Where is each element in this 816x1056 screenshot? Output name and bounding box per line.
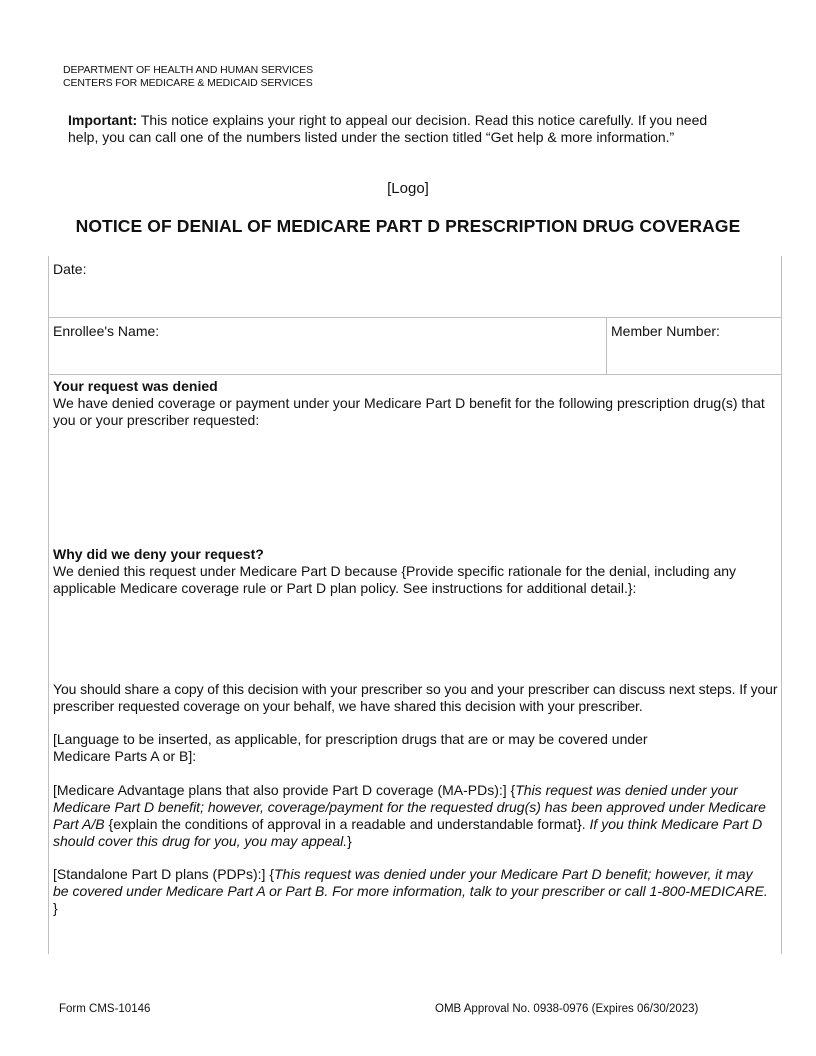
mapd-paragraph xyxy=(53,782,775,850)
enrollee-name-label: Enrollee's Name: xyxy=(53,323,160,339)
mapd-italic-1: This request was denied under your Medicare Part D benefit; however, coverage/payment for the requested drug(s) has been approved under Medicare Part A/B xyxy=(53,782,766,832)
denied-heading: Your request was denied xyxy=(53,378,218,394)
department-name: DEPARTMENT OF HEALTH AND HUMAN SERVICES xyxy=(63,64,314,76)
pdp-paragraph xyxy=(53,866,771,917)
form-number: Form CMS-10146 xyxy=(59,1003,151,1015)
cell-divider xyxy=(606,318,607,374)
member-number-label: Member Number: xyxy=(611,323,720,339)
why-section xyxy=(53,546,783,597)
mapd-italic-2: If you think Medicare Part D should cover this drug for you, you may appeal. xyxy=(53,816,763,849)
centers-name: CENTERS FOR MEDICARE & MEDICAID SERVICES xyxy=(63,77,313,89)
mapd-suffix: } xyxy=(347,833,352,849)
denied-section xyxy=(53,378,783,429)
omb-approval: OMB Approval No. 0938-0976 (Expires 06/30/2023) xyxy=(435,1003,699,1015)
language-text: [Language to be inserted, as applicable, for prescription drugs that are or may be covered under Medicare Parts A or B]: xyxy=(53,731,648,764)
agency-header xyxy=(63,64,313,90)
language-paragraph xyxy=(53,731,683,765)
logo-placeholder: [Logo] xyxy=(387,180,429,197)
important-text: This notice explains your right to appeal our decision. Read this notice carefully. If you need help, you can call one of the numbers listed under the section titled “Get help & more information.” xyxy=(68,112,708,145)
notice-form xyxy=(48,256,782,954)
share-paragraph xyxy=(53,681,783,715)
mapd-prefix: [Medicare Advantage plans that also provide Part D coverage (MA-PDs):] { xyxy=(53,782,516,798)
page-title: NOTICE OF DENIAL OF MEDICARE PART D PRESCRIPTION DRUG COVERAGE xyxy=(75,216,741,236)
important-label: Important: xyxy=(68,112,138,128)
pdp-prefix: [Standalone Part D plans (PDPs):] { xyxy=(53,866,274,882)
important-notice xyxy=(68,112,718,146)
enrollee-row xyxy=(49,318,781,375)
date-label: Date: xyxy=(53,261,87,277)
why-text: We denied this request under Medicare Part D because {Provide specific rationale for the denial, including any applicable Medicare coverage rule or Part D plan policy. See instructions for additional detail.}: xyxy=(53,563,737,596)
denied-text: We have denied coverage or payment under your Medicare Part D benefit for the following prescription drug(s) that you or your prescriber requested: xyxy=(53,395,765,428)
date-row xyxy=(49,256,781,318)
share-text: You should share a copy of this decision with your prescriber so you and your prescriber can discuss next steps. If your prescriber requested coverage on your behalf, we have shared this decision with your prescriber. xyxy=(53,681,778,714)
mapd-middle: {explain the conditions of approval in a readable and understandable format}. xyxy=(104,816,590,832)
why-heading: Why did we deny your request? xyxy=(53,546,264,562)
pdp-italic: This request was denied under your Medicare Part D benefit; however, it may be covered under Medicare Part A or Part B. For more information, talk to your prescriber or call 1-800-MEDICARE. xyxy=(53,866,768,899)
pdp-suffix: } xyxy=(53,900,58,916)
